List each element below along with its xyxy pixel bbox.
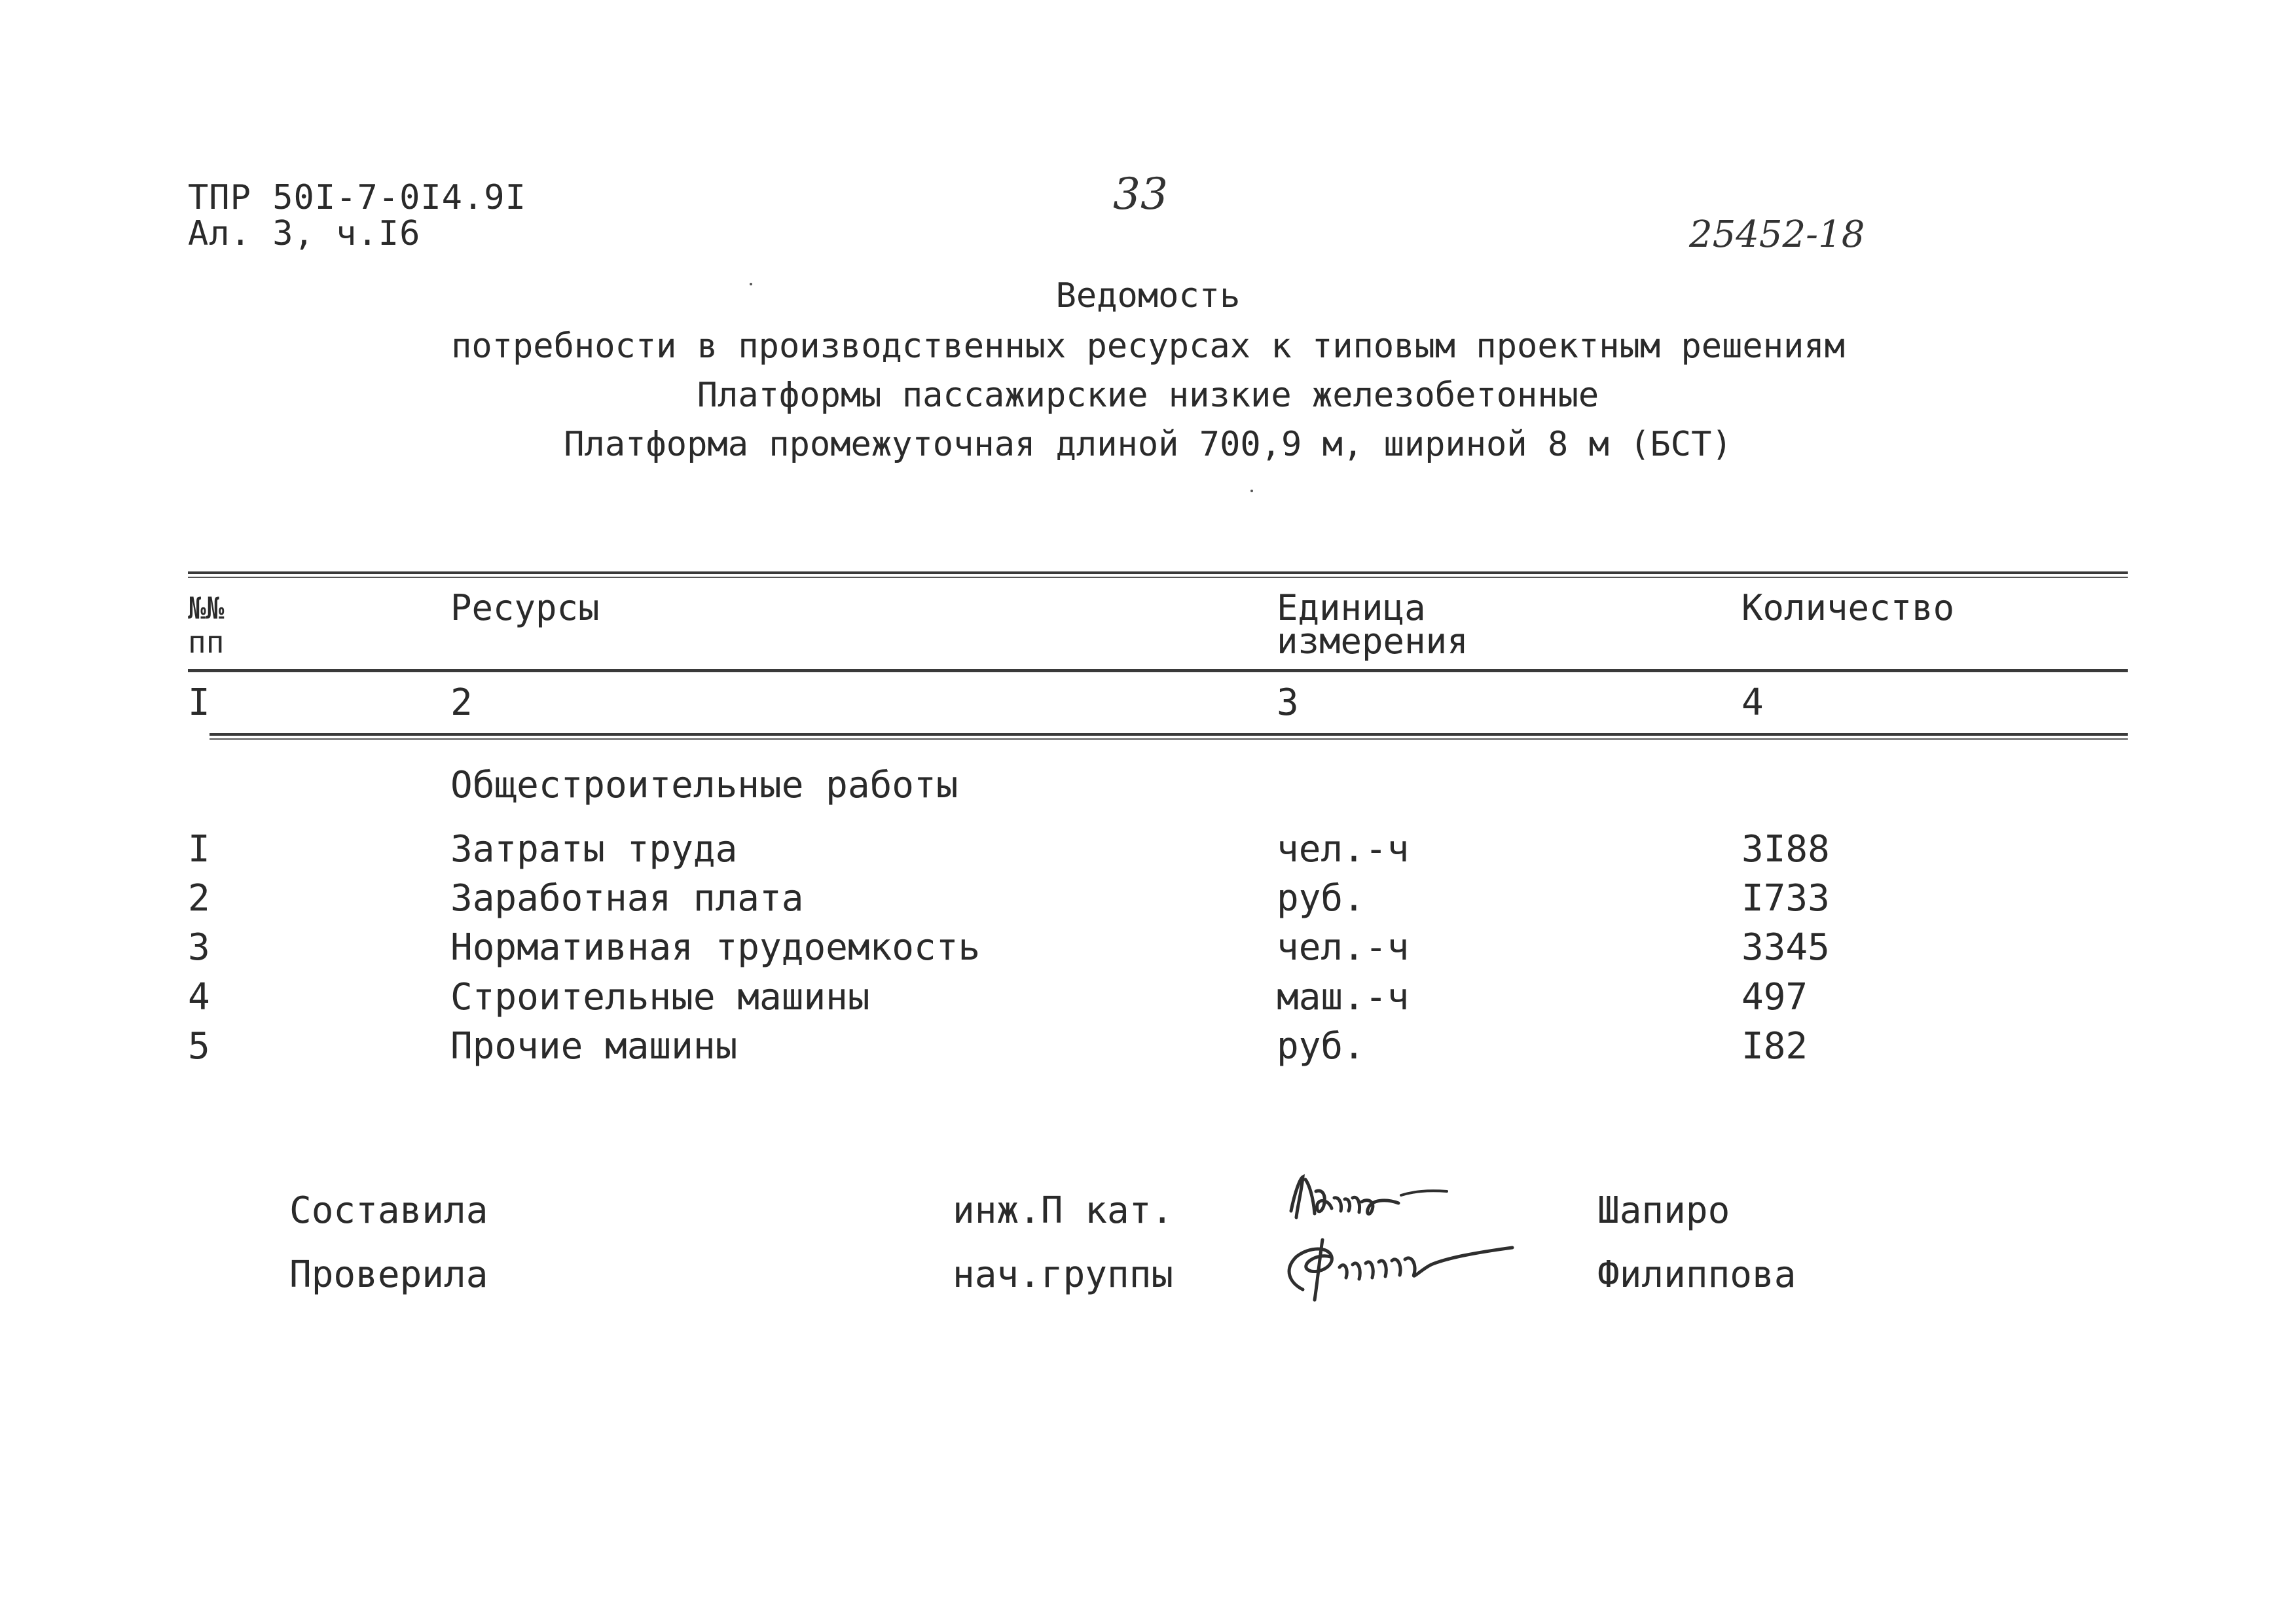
header-resources: Ресурсы [450, 587, 600, 628]
header-unit-line-1: Единица [1277, 587, 1426, 628]
column-number-1: I [188, 681, 210, 724]
inventory-number: 25452-18 [1689, 213, 1865, 256]
page-number: 33 [1113, 169, 1168, 219]
row-unit: руб. [1277, 877, 1365, 920]
checked-by-label: Проверила [289, 1254, 488, 1296]
checker-signature [1277, 1224, 1539, 1309]
row-quantity: I82 [1741, 1025, 1808, 1068]
checker-name: Филиппова [1597, 1254, 1796, 1296]
column-number-3: 3 [1277, 681, 1299, 724]
table-top-rule [188, 571, 2128, 574]
album-reference: Ал. 3, ч.I6 [188, 214, 421, 253]
header-number-line-1: №№ [188, 590, 225, 626]
header-unit-line-2: измерения [1277, 621, 1468, 662]
row-number: 3 [188, 926, 210, 969]
row-resource: Заработная плата [450, 877, 804, 920]
document-code: ТПР 50I-7-0I4.9I [188, 178, 526, 217]
row-resource: Затраты труда [450, 828, 738, 871]
row-number: I [188, 828, 210, 871]
section-title: Общестроительные работы [450, 764, 958, 806]
row-number: 4 [188, 976, 210, 1019]
title-line-4: Платформа промежуточная длиной 700,9 м, шириной 8 м (БСТ) [564, 425, 1732, 464]
row-unit: руб. [1277, 1025, 1365, 1068]
row-quantity: 497 [1741, 976, 1808, 1019]
scan-speck [750, 283, 752, 285]
title-line-3: Платформы пассажирские низкие железобетонные [697, 376, 1599, 415]
column-numbers-rule [210, 733, 2128, 736]
scan-speck [1250, 490, 1253, 492]
row-quantity: 3I88 [1741, 828, 1830, 871]
title-line-2: потребности в производственных ресурсах к типовым проектным решениям [451, 327, 1845, 366]
row-unit: чел.-ч [1277, 828, 1410, 871]
header-divider-rule [188, 669, 2128, 672]
row-quantity: I733 [1741, 877, 1830, 920]
header-number-line-2: пп [188, 624, 225, 660]
title-line-1: Ведомость [1055, 276, 1241, 316]
column-number-2: 2 [450, 681, 473, 724]
row-unit: маш.-ч [1277, 976, 1410, 1019]
checked-by-position: нач.группы [953, 1254, 1174, 1296]
row-number: 2 [188, 877, 210, 920]
row-quantity: 3345 [1741, 926, 1830, 969]
row-resource: Прочие машины [450, 1025, 738, 1068]
row-resource: Нормативная трудоемкость [450, 926, 981, 969]
row-unit: чел.-ч [1277, 926, 1410, 969]
compiled-by-label: Составила [289, 1189, 488, 1232]
compiler-name: Шапиро [1597, 1189, 1730, 1232]
header-quantity: Количество [1741, 587, 1955, 628]
row-resource: Строительные машины [450, 976, 870, 1019]
column-number-4: 4 [1741, 681, 1764, 724]
row-number: 5 [188, 1025, 210, 1068]
compiled-by-position: инж.П кат. [953, 1189, 1174, 1232]
